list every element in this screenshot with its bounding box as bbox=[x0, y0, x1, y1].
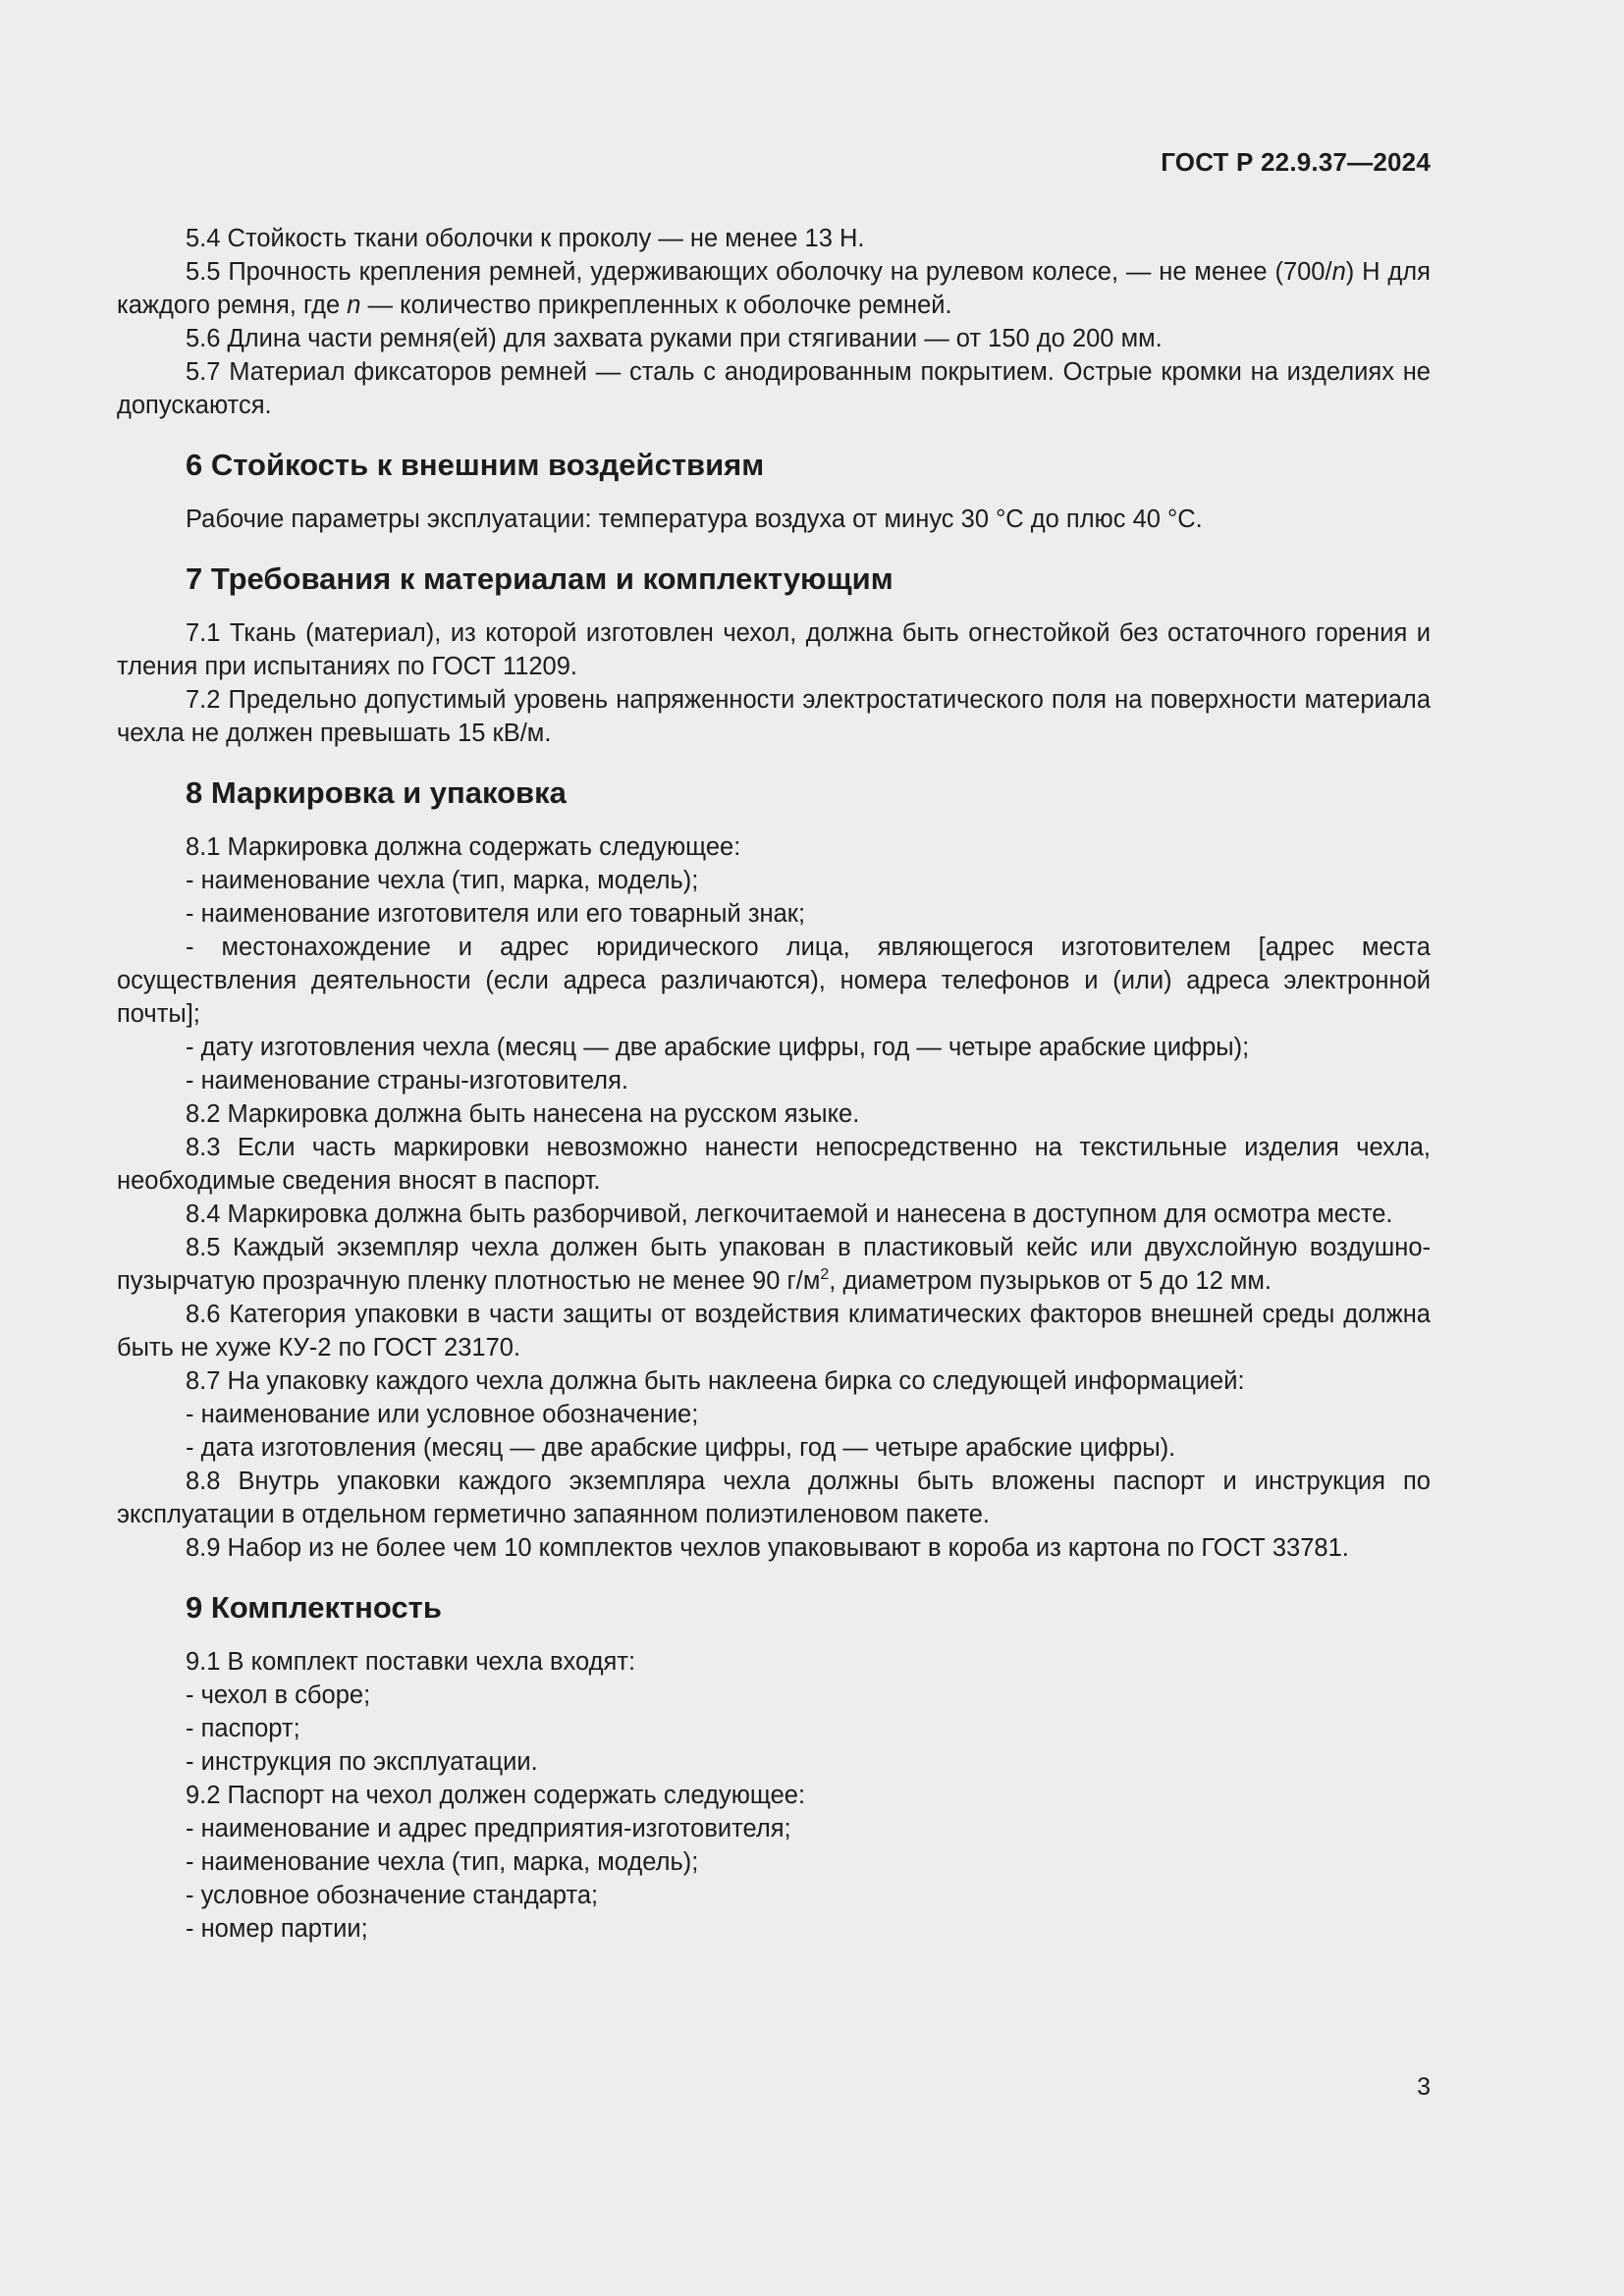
list-item: - наименование чехла (тип, марка, модель); bbox=[186, 867, 699, 894]
clause-8-5: 8.5 Каждый экземпляр чехла должен быть упакован в пластиковый кейс или двухслойную воздушно-пузырчатую прозрачную пленку плотностью не менее 90 $г/м^2$, диаметром пузырьков от 5 до 12 мм. bbox=[117, 1234, 1431, 1295]
list-item: - паспорт; bbox=[186, 1715, 300, 1742]
clause-9-1: 9.1 В комплект поставки чехла входят: bbox=[186, 1648, 636, 1676]
section-6-heading: 6 Стойкость к внешним воздействиям bbox=[186, 448, 765, 482]
list-item: - наименование изготовителя или его товарный знак; bbox=[186, 900, 806, 928]
clause-8-1: 8.1 Маркировка должна содержать следующее: bbox=[186, 833, 741, 861]
clause-8-6: 8.6 Категория упаковки в части защиты от воздействия климатических факторов внешней среды должна быть не хуже КУ-2 по ГОСТ 23170. bbox=[117, 1301, 1431, 1362]
clause-7-1: 7.1 Ткань (материал), из которой изготовлен чехол, должна быть огнестойкой без остаточного горения и тления при испытаниях по ГОСТ 11209. bbox=[117, 619, 1431, 680]
list-item: - условное обозначение стандарта; bbox=[186, 1882, 599, 1909]
section-8-heading: 8 Маркировка и упаковка bbox=[186, 775, 567, 810]
clause-8-4: 8.4 Маркировка должна быть разборчивой, легкочитаемой и нанесена в доступном для осмотра месте. bbox=[186, 1201, 1393, 1228]
list-item: - дату изготовления чехла (месяц — две арабские цифры, год — четыре арабские цифры); bbox=[186, 1034, 1250, 1061]
clause-9-2: 9.2 Паспорт на чехол должен содержать следующее: bbox=[186, 1782, 806, 1809]
clause-8-7: 8.7 На упаковку каждого чехла должна быть наклеена бирка со следующей информацией: bbox=[186, 1367, 1245, 1395]
clause-8-8: 8.8 Внутрь упаковки каждого экземпляра чехла должны быть вложены паспорт и инструкция по эксплуатации в отдельном герметично запаянном полиэтиленовом пакете. bbox=[117, 1468, 1431, 1528]
list-item: - наименование или условное обозначение; bbox=[186, 1401, 699, 1428]
list-item: - наименование чехла (тип, марка, модель); bbox=[186, 1848, 699, 1876]
clause-8-9: 8.9 Набор из не более чем 10 комплектов чехлов упаковывают в короба из картона по ГОСТ 33781. bbox=[186, 1534, 1349, 1562]
list-item: - наименование страны-изготовителя. bbox=[186, 1067, 628, 1095]
page-number: 3 bbox=[1417, 2073, 1431, 2101]
list-item: - номер партии; bbox=[186, 1915, 368, 1943]
list-item: - дата изготовления (месяц — две арабские цифры, год — четыре арабские цифры). bbox=[186, 1434, 1176, 1462]
list-item: - наименование и адрес предприятия-изготовителя; bbox=[186, 1815, 791, 1842]
clause-5-6: 5.6 Длина части ремня(ей) для захвата руками при стягивании — от 150 до 200 мм. bbox=[186, 325, 1163, 352]
list-item: - чехол в сборе; bbox=[186, 1682, 371, 1709]
list-item: - местонахождение и адрес юридического лица, являющегося изготовителем [адрес места осуществления деятельности (если адреса различаются), номера телефонов и (или) адреса электронной почты]; bbox=[117, 934, 1431, 1028]
clause-5-7: 5.7 Материал фиксаторов ремней — сталь с анодированным покрытием. Острые кромки на изделиях не допускаются. bbox=[117, 358, 1431, 419]
clause-7-2: 7.2 Предельно допустимый уровень напряженности электростатического поля на поверхности материала чехла не должен превышать 15 кВ/м. bbox=[117, 686, 1431, 747]
clause-8-3: 8.3 Если часть маркировки невозможно нанести непосредственно на текстильные изделия чехла, необходимые сведения вносят в паспорт. bbox=[117, 1134, 1431, 1195]
section-9-heading: 9 Комплектность bbox=[186, 1590, 442, 1625]
document-header: ГОСТ Р 22.9.37—2024 bbox=[1161, 147, 1431, 177]
clause-5-4: 5.4 Стойкость ткани оболочки к проколу — не менее 13 Н. bbox=[186, 225, 865, 252]
document-body bbox=[117, 222, 1431, 1946]
section-7-heading: 7 Требования к материалам и комплектующим bbox=[186, 561, 893, 596]
clause-8-2: 8.2 Маркировка должна быть нанесена на русском языке. bbox=[186, 1100, 860, 1128]
section-6-text: Рабочие параметры эксплуатации: температура воздуха от минус 30 °С до плюс 40 °С. bbox=[186, 506, 1203, 533]
list-item: - инструкция по эксплуатации. bbox=[186, 1748, 538, 1776]
clause-5-5: 5.5 Прочность крепления ремней, удерживающих оболочку на рулевом колесе, — не менее (700/n) Н для каждого ремня, где n — количество прикрепленных к оболочке ремней. bbox=[117, 258, 1431, 319]
